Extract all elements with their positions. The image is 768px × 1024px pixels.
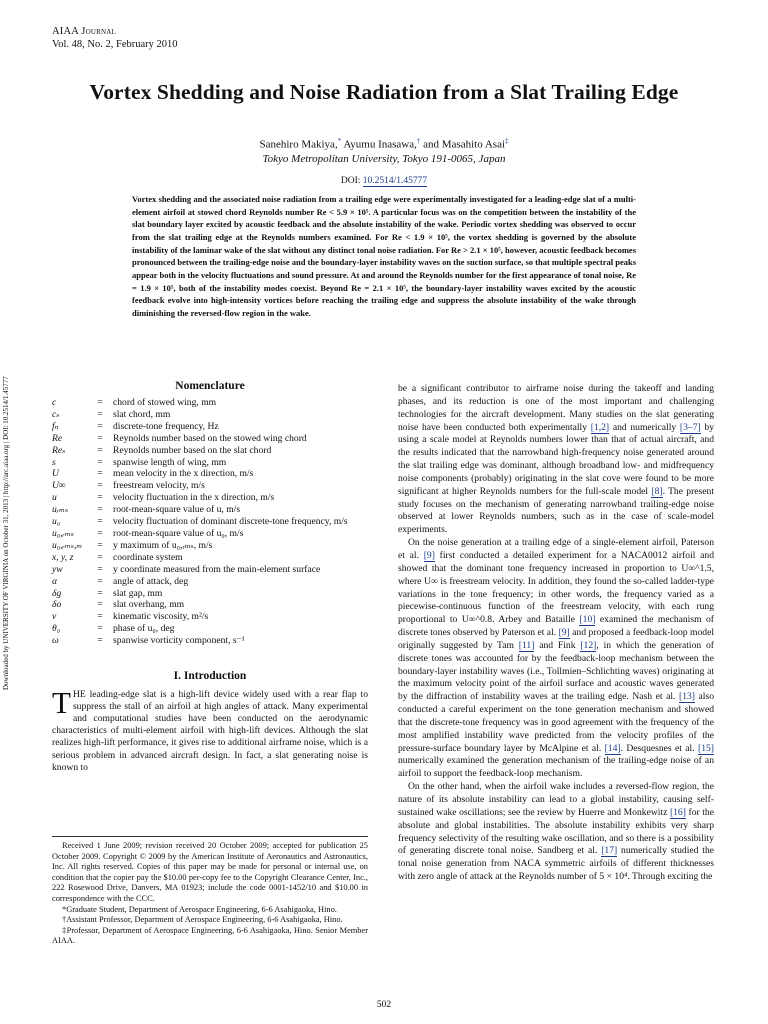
nomenclature-definition: root-mean-square value of u, m/s [113, 504, 241, 516]
citation-link[interactable]: [9] [558, 627, 570, 639]
citation-link[interactable]: [11] [518, 639, 535, 651]
nomenclature-symbol: fₙ [52, 420, 59, 432]
download-watermark [2, 376, 12, 700]
nomenclature-entry [52, 433, 368, 445]
nomenclature-definition: y coordinate measured from the main-element surface [113, 563, 321, 575]
nomenclature-symbol: yw [52, 563, 63, 575]
nomenclature-equals: = [97, 492, 103, 504]
nomenclature-equals: = [97, 432, 103, 444]
nomenclature-equals: = [97, 468, 103, 480]
paper-title: Vortex Shedding and Noise Radiation from a Slat Trailing Edge [89, 80, 679, 104]
body-paragraph: On the noise generation at a trailing edge of a single-element airfoil, Paterson et al. [9] first conducted a detailed experiment for a NACA0012 airfoil and showed that the dominant tone frequency increased in proportion to U∞^1.5, where U∞ is freestream velocity. In addition, they found the so-called ladder-type variations in the tone frequency; in other words, the frequency varied as a piecewise-continuous function of the freestream velocity, with each rung proportional to U∞^0.8. Arbey and Bataille [10] examined the mechanism of discrete tones observed by Paterson et al. [9] and proposed a feedback-loop model originally suggested by Tam [11] and Fink [12], in which the generation of discrete tones was accounted for by the feedback-loop mechanism between the boundary-layer instability waves (i.e., Tollmien–Schlichting waves) originating at the maximum velocity point of the airfoil surface and acoustic waves generated by the diffraction of instability waves at the trailing edge. Nash et al. [13] also conducted a careful experiment on the tone generation mechanism and showed that the discrete-tone frequency was in good agreement with the frequency of the most amplified instability wave predicted from the velocity profiles of the pressure-surface boundary layer by McAlpine et al. [14]. Desquesnes et al. [15] numerically examined the generation mechanism of the trailing-edge noise of an airfoil to support the feedback-loop mechanism. [398, 537, 715, 780]
nomenclature-entry [52, 552, 368, 564]
author-name: Ayumu Inasawa, [343, 138, 417, 151]
nomenclature-equals: = [97, 551, 103, 563]
nomenclature-equals: = [97, 539, 103, 551]
nomenclature-entry [52, 516, 368, 528]
nomenclature-entry [52, 528, 368, 540]
citation-link[interactable]: [13] [679, 691, 695, 703]
download-watermark-text: Downloaded by UNIVERSITY OF VIRGINIA on October 31, 2013 | http://arc.aiaa.org | DOI: 10.2514/1.45777 [2, 376, 10, 690]
nomenclature-entry [52, 445, 368, 457]
nomenclature-definition: y maximum of u₀,ᵣₘₛ, m/s [113, 539, 213, 551]
nomenclature-definition: slat chord, mm [113, 408, 171, 420]
nomenclature-definition: coordinate system [113, 551, 183, 563]
nomenclature-equals: = [97, 527, 103, 539]
nomenclature-definition: velocity fluctuation in the x direction, m/s [113, 492, 275, 504]
introduction-body: HE leading-edge slat is a high-lift device widely used with a rear flap to suppress the stall of an airfoil at high angles of attack. Many experimental and computational studies have been conducted on the aerodynamic characteristics of multi-element airfoil with high-lift devices. Although the slat realizes high-lift performance, it gives rise to additional airframe noise, which is a serious problem in advanced aircraft design. In fact, a slat generating noise is known to [52, 689, 368, 773]
drop-cap: T [52, 685, 71, 721]
nomenclature-definition: discrete-tone frequency, Hz [113, 420, 219, 432]
nomenclature-symbol: Re [52, 432, 63, 444]
nomenclature-equals: = [97, 480, 103, 492]
nomenclature-equals: = [97, 563, 103, 575]
nomenclature-symbol: U [52, 468, 59, 480]
footnote-author-3: ‡Professor, Department of Aerospace Engineering, 6-6 Asahigaoka, Hino. Senior Member AIAA. [52, 925, 368, 946]
nomenclature-symbol: s [52, 456, 56, 468]
nomenclature-symbol: u [52, 492, 57, 504]
nomenclature-equals: = [97, 504, 103, 516]
journal-name: AIAA Journal [52, 26, 116, 37]
doi-link[interactable]: 10.2514/1.45777 [362, 176, 428, 186]
nomenclature-symbol: u₀,ᵣₘₛ [52, 527, 75, 539]
nomenclature-equals: = [97, 516, 103, 528]
nomenclature-definition: spanwise vorticity component, s⁻¹ [113, 635, 245, 647]
nomenclature-list [52, 397, 368, 647]
doi-label: DOI: [340, 176, 361, 186]
citation-link[interactable]: [16] [669, 806, 686, 818]
left-column [52, 380, 368, 774]
citation-link[interactable]: [12] [580, 639, 597, 651]
nomenclature-entry [52, 504, 368, 516]
nomenclature-equals: = [97, 420, 103, 432]
author-footnote-link[interactable]: * [337, 137, 342, 145]
nomenclature-symbol: x, y, z [52, 551, 74, 563]
citation-link[interactable]: [10] [579, 614, 596, 626]
nomenclature-entry [52, 540, 368, 552]
author-footnote-link[interactable]: ‡ [505, 137, 509, 145]
nomenclature-entry [52, 468, 368, 480]
nomenclature-definition: chord of stowed wing, mm [113, 397, 217, 408]
citation-link[interactable]: [14] [604, 742, 621, 754]
nomenclature-definition: phase of u₀, deg [113, 623, 175, 635]
footnote-received: Received 1 June 2009; revision received 20 October 2009; accepted for publication 25 October 2009. Copyright © 2009 by the American Institute of Aeronautics and Astronautics, Inc. All rights reserved. Copies of this paper may be made for personal or internal use, on condition that the copier pay the $10.00 per-copy fee to the Copyright Clearance Center, Inc., 222 Rosewood Drive, Danvers, MA 01923; include the code 0001-1452/10 and $10.00 in correspondence with the CCC. [52, 841, 368, 903]
nomenclature-equals: = [97, 623, 103, 635]
nomenclature-entry [52, 480, 368, 492]
nomenclature-equals: = [97, 587, 103, 599]
author-name: Sanehiro Makiya, [259, 138, 338, 151]
nomenclature-equals: = [97, 408, 103, 420]
nomenclature-definition: spanwise length of wing, mm [113, 456, 227, 468]
nomenclature-symbol: u₀ [52, 516, 61, 528]
journal-header [52, 25, 178, 51]
author-list [0, 137, 768, 151]
nomenclature-symbol: θ₀ [52, 623, 61, 635]
nomenclature-entry [52, 492, 368, 504]
nomenclature-symbol: u₀,ᵣₘₛ,ₘ [52, 539, 83, 551]
footnote-author-2: †Assistant Professor, Department of Aerospace Engineering, 6-6 Asahigaoka, Hino. [62, 915, 343, 925]
nomenclature-equals: = [97, 611, 103, 623]
nomenclature-entry [52, 623, 368, 635]
nomenclature-definition: velocity fluctuation of dominant discrete-tone frequency, m/s [113, 516, 348, 528]
nomenclature-symbol: cₛ [52, 408, 60, 420]
nomenclature-equals: = [97, 599, 103, 611]
nomenclature-definition: slat overhang, mm [113, 599, 185, 611]
nomenclature-symbol: δg [52, 587, 62, 599]
nomenclature-equals: = [97, 456, 103, 468]
nomenclature-definition: slat gap, mm [113, 587, 163, 599]
nomenclature-symbol: δo [52, 599, 62, 611]
nomenclature-entry [52, 421, 368, 433]
nomenclature-entry [52, 564, 368, 576]
nomenclature-definition: angle of attack, deg [113, 575, 189, 587]
body-paragraph: On the other hand, when the airfoil wake includes a reversed-flow region, the nature of its absolute instability can lead to a global instability, causing self-sustained wake oscillations; see the review by Huerre and Monkewitz [16] for the absolute and global instabilities. The absolute instability exhibits very sharp frequency selectivity of the resulting wake oscillation, and so there is a possibility of generating discrete tonal noise. Sandberg et al. [17] numerically studied the tonal noise generation from NACA symmetric airfoils of different thicknesses with zero angle of attack at the Reynolds number of 5 × 10⁴. Through exciting the [398, 781, 714, 883]
nomenclature-entry [52, 409, 368, 421]
nomenclature-definition: Reynolds number based on the slat chord [113, 444, 272, 456]
nomenclature-entry [52, 397, 368, 409]
volume-info: Vol. 48, No. 2, February 2010 [52, 39, 178, 50]
author-footnote-link[interactable]: † [416, 137, 421, 145]
nomenclature-symbol: c [52, 397, 57, 408]
author-name: and Masahito Asai [423, 138, 506, 151]
citation-link[interactable]: [17] [601, 845, 618, 857]
affiliation: Tokyo Metropolitan University, Tokyo 191-0065, Japan [262, 153, 506, 165]
nomenclature-definition: kinematic viscosity, m²/s [113, 611, 209, 623]
citation-link[interactable]: [15] [698, 742, 714, 754]
nomenclature-symbol: U∞ [52, 480, 66, 492]
nomenclature-symbol: uᵣₘₛ [52, 504, 69, 516]
introduction-heading: I. Introduction [173, 670, 247, 683]
right-column [398, 383, 714, 884]
nomenclature-equals: = [97, 575, 103, 587]
nomenclature-entry [52, 635, 368, 647]
footnotes [52, 836, 368, 947]
nomenclature-entry [52, 457, 368, 469]
nomenclature-definition: mean velocity in the x direction, m/s [113, 468, 254, 480]
nomenclature-definition: freestream velocity, m/s [113, 480, 205, 492]
citation-link[interactable]: [1,2] [590, 421, 610, 433]
nomenclature-entry [52, 599, 368, 611]
nomenclature-heading: Nomenclature [175, 380, 245, 392]
nomenclature-entry [52, 576, 368, 588]
citation-link[interactable]: [3–7] [679, 421, 701, 433]
nomenclature-entry [52, 588, 368, 600]
footnote-author-1: *Graduate Student, Department of Aerospace Engineering, 6-6 Asahigaoka, Hino. [62, 904, 337, 914]
nomenclature-entry [52, 611, 368, 623]
nomenclature-equals: = [97, 444, 103, 456]
nomenclature-equals: = [97, 635, 103, 647]
doi-line [0, 176, 768, 186]
nomenclature-symbol: ω [52, 635, 59, 647]
nomenclature-equals: = [97, 397, 103, 408]
citation-link[interactable]: [9] [423, 549, 435, 561]
citation-link[interactable]: [8] [651, 485, 663, 497]
introduction-text [52, 685, 368, 774]
nomenclature-definition: Reynolds number based on the stowed wing chord [113, 432, 307, 444]
page-number: 502 [376, 1000, 392, 1010]
body-paragraph: be a significant contributor to airframe noise during the takeoff and landing phases, and its reduction is one of the most important and challenging technologies for the aircraft development. Many studies on the slat generating noise have been conducted both experimentally [1,2] and numerically [3–7] by using a scale model at Reynolds numbers lower than that of actual aircraft, and the results indicated that the narrowband high-frequency noise generated around the slat trailing edge was dominant, although broadband low- and midfrequency noise components (probably) originating in the slat cove were found to be more significant at higher Reynolds numbers for the full-scale model [8]. The present study focuses on the mechanism of generating narrowband trailing-edge noise observed at lower Reynolds numbers, such as in the case of scale-model experiments. [398, 383, 714, 536]
nomenclature-symbol: α [52, 575, 58, 587]
abstract: Vortex shedding and the associated noise radiation from a trailing edge were experimentally investigated for a leading-edge slat of a multi-element airfoil at stowed chord Reynolds number Re < 5.9 × 10⁵. A particular focus was on the competition between the instability of the slat boundary layer excited by acoustic feedback and the absolute instability of the wake. Periodic vortex shedding was observed to occur from the slat trailing edge at the Reynolds numbers examined. For Re < 1.9 × 10⁵, the vortex shedding is governed by the absolute instability of the laminar wake of the slat without any distinct tonal noise radiation. For Re > 2.1 × 10⁵, however, acoustic feedback becomes pronounced between the trailing-edge noise and the boundary-layer instability waves on the suction surface, so that multiple spectral peaks appear both in the velocity fluctuations and sound pressure. At and around the Reynolds number for the first appearance of tonal noise, Re = 1.9 × 10⁵, both of the instability modes coexist. Beyond Re = 2.1 × 10⁵, the boundary-layer instability waves excited by the acoustic feedback evolve into high-intensity vortices before reaching the trailing edge and suppress the absolute instability of the wake through diminishing the reversed-flow region in the wake. [132, 194, 636, 318]
nomenclature-symbol: Reₛ [52, 444, 66, 456]
nomenclature-definition: root-mean-square value of u₀, m/s [113, 527, 244, 539]
nomenclature-symbol: ν [52, 611, 57, 623]
